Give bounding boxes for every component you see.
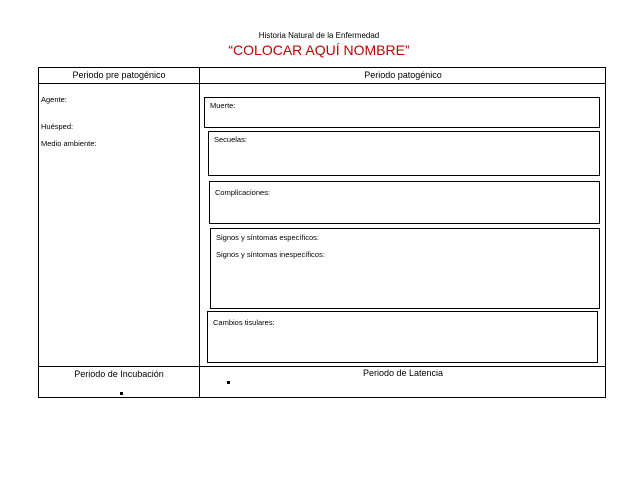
death-box[interactable] [204, 97, 600, 128]
document-subtitle: Historia Natural de la Enfermedad [258, 31, 380, 40]
latency-bullet [227, 381, 230, 384]
complications-label: Complicaciones: [215, 188, 271, 197]
incubation-bullet [120, 392, 123, 395]
latency-period-label: Periodo de Latencia [362, 368, 444, 378]
name-placeholder-title: “COLOCAR AQUÍ NOMBRE” [228, 42, 410, 58]
header-row-divider [39, 83, 605, 84]
signs-symptoms-box[interactable] [210, 228, 600, 309]
tissue-changes-box[interactable] [207, 311, 598, 363]
complications-box[interactable] [209, 181, 600, 224]
tissue-changes-label: Cambios tisulares: [213, 318, 275, 327]
specific-signs-label: Signos y síntomas específicos: [216, 233, 319, 242]
pathogenic-header: Periodo patogénico [364, 70, 442, 80]
column-divider [199, 68, 200, 397]
incubation-period-label: Periodo de Incubación [74, 369, 164, 379]
natural-history-table [38, 67, 606, 398]
nonspecific-signs-label: Signos y síntomas inespecíficos: [216, 250, 325, 259]
pre-pathogenic-header: Periodo pre patogénico [72, 70, 166, 80]
environment-label: Medio ambiente: [41, 139, 97, 148]
host-label: Huésped: [41, 122, 74, 131]
death-label: Muerte: [210, 101, 236, 110]
footer-row-divider [39, 366, 605, 367]
sequelae-box[interactable] [208, 131, 600, 176]
agent-label: Agente: [41, 95, 67, 104]
sequelae-label: Secuelas: [214, 135, 247, 144]
